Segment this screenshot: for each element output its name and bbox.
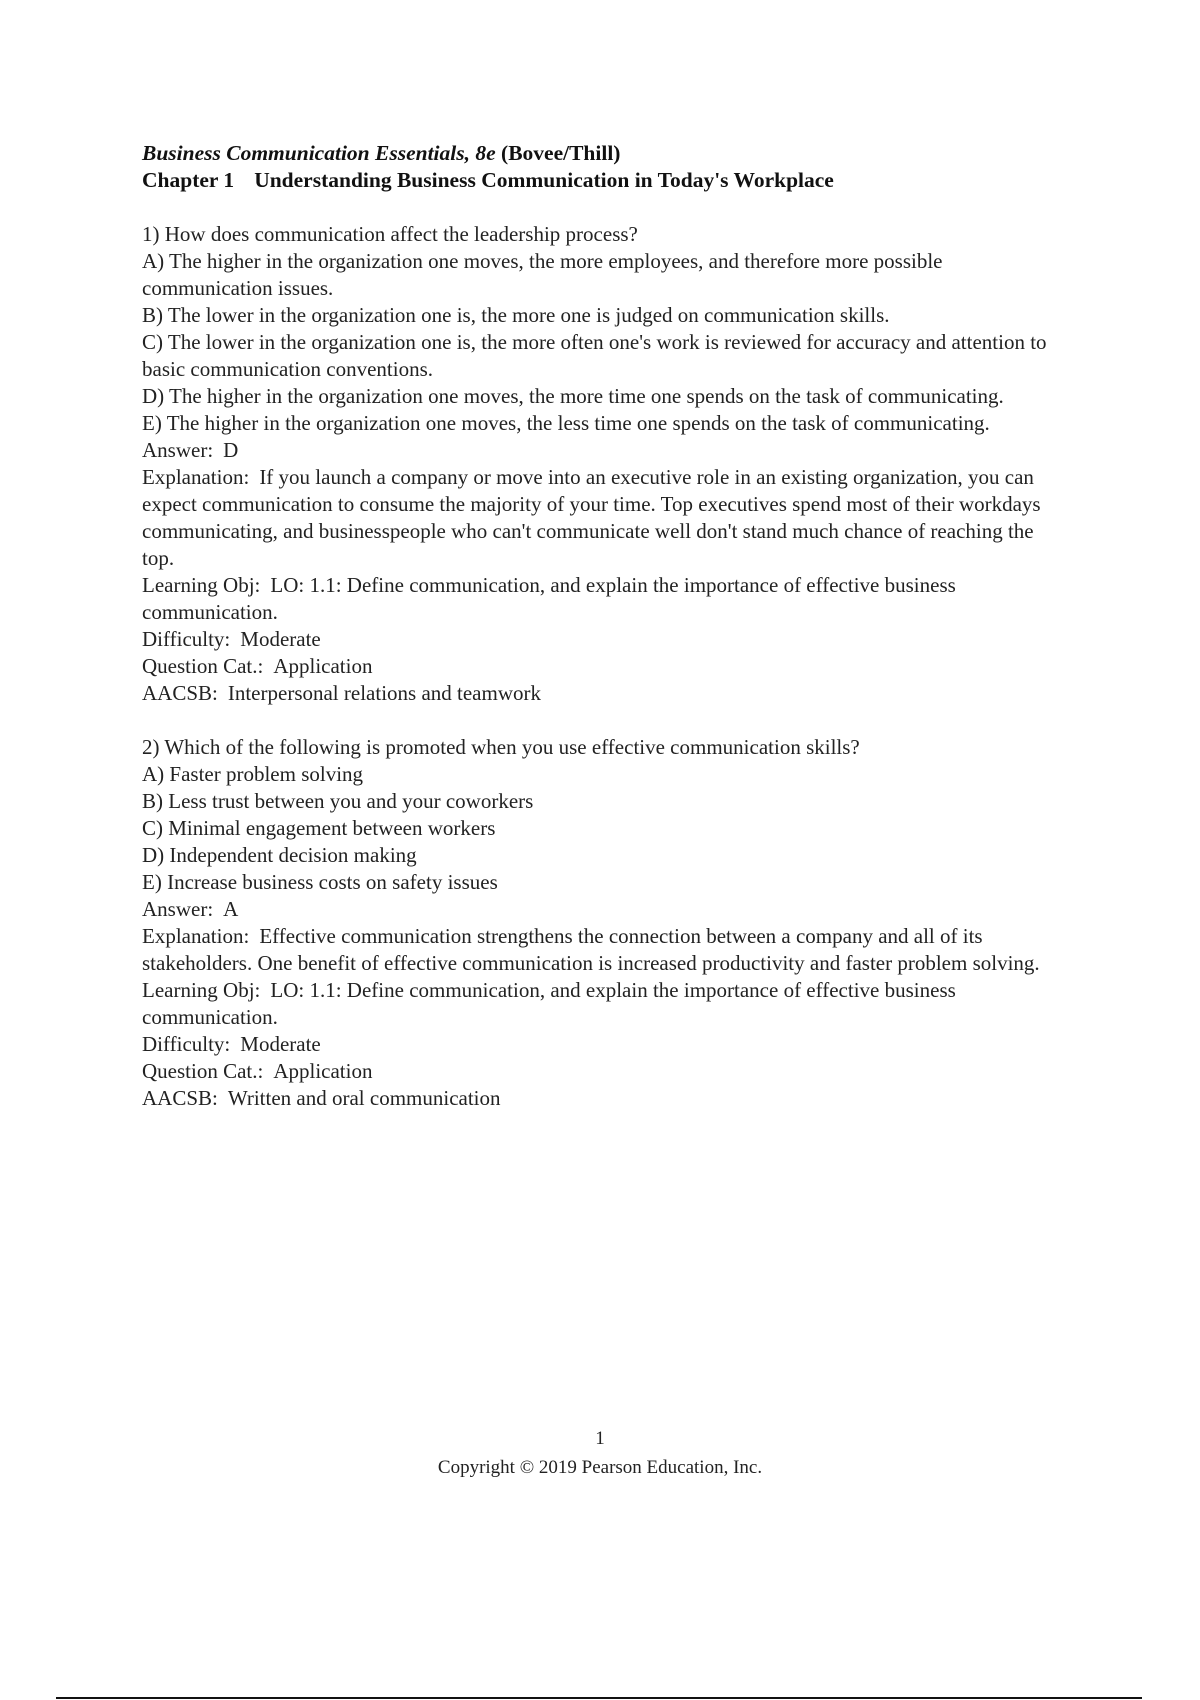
answer-value: A xyxy=(223,897,239,921)
answer-value: D xyxy=(223,438,239,462)
difficulty-row xyxy=(142,1031,1062,1058)
answer-option-a: A) The higher in the organization one moves, the more employees, and therefore more possible communication issues. xyxy=(142,249,943,300)
chapter-header xyxy=(142,167,1062,194)
learning-obj-text: LO: 1.1: Define communication, and explain the importance of effective business communication. xyxy=(142,573,956,624)
bottom-divider xyxy=(56,1697,1142,1699)
answer-option-a: A) Faster problem solving xyxy=(142,762,364,786)
question-block xyxy=(142,734,1062,1112)
difficulty-row xyxy=(142,626,1062,653)
difficulty-label: Difficulty: xyxy=(142,627,231,651)
aacsb-label: AACSB: xyxy=(142,1086,218,1110)
aacsb-label: AACSB: xyxy=(142,681,218,705)
question-cat-label: Question Cat.: xyxy=(142,654,264,678)
aacsb-value: Written and oral communication xyxy=(227,1086,501,1110)
chapter-label: Chapter 1 xyxy=(142,168,235,192)
question-block xyxy=(142,221,1062,707)
question-cat-value: Application xyxy=(273,1059,373,1083)
answer-option-e: E) Increase business costs on safety issues xyxy=(142,870,498,894)
answer-option-d: D) Independent decision making xyxy=(142,843,417,867)
learning-obj-row xyxy=(142,977,1062,1031)
explanation-text: Effective communication strengthens the connection between a company and all of its stakeholders. One benefit of effective communication is increased productivity and faster problem solving. xyxy=(142,924,1040,975)
question-cat-label: Question Cat.: xyxy=(142,1059,264,1083)
aacsb-value: Interpersonal relations and teamwork xyxy=(227,681,541,705)
answer-row xyxy=(142,437,1062,464)
book-header xyxy=(142,140,1062,167)
answer-label: Answer: xyxy=(142,438,214,462)
book-authors: (Bovee/Thill) xyxy=(501,141,621,165)
explanation-text: If you launch a company or move into an executive role in an existing organization, you can expect communication to consume the majority of your time. Top executives spend most of their workdays communicating, and businesspeople who can't communicate well don't stand much chance of reaching the top. xyxy=(142,465,1041,570)
difficulty-label: Difficulty: xyxy=(142,1032,231,1056)
answer-option-c: C) The lower in the organization one is, the more often one's work is reviewed for accuracy and attention to basic communication conventions. xyxy=(142,330,1047,381)
aacsb-row xyxy=(142,1085,1062,1112)
learning-obj-row xyxy=(142,572,1062,626)
question-cat-row xyxy=(142,653,1062,680)
answer-label: Answer: xyxy=(142,897,214,921)
page-number: 1 xyxy=(595,1428,605,1449)
chapter-title: Understanding Business Communication in Today's Workplace xyxy=(254,168,834,192)
answer-row xyxy=(142,896,1062,923)
aacsb-row xyxy=(142,680,1062,707)
answer-option-b: B) Less trust between you and your coworkers xyxy=(142,789,534,813)
explanation-label: Explanation: xyxy=(142,924,250,948)
answer-option-b: B) The lower in the organization one is, the more one is judged on communication skills. xyxy=(142,303,890,327)
document-page xyxy=(142,140,1062,1112)
difficulty-value: Moderate xyxy=(240,1032,321,1056)
answer-option-c: C) Minimal engagement between workers xyxy=(142,816,496,840)
explanation-row xyxy=(142,923,1062,977)
answer-option-d: D) The higher in the organization one moves, the more time one spends on the task of communicating. xyxy=(142,384,1004,408)
question-stem: 1) How does communication affect the leadership process? xyxy=(142,222,638,246)
book-title: Business Communication Essentials, 8e xyxy=(142,141,496,165)
explanation-row xyxy=(142,464,1062,572)
question-cat-row xyxy=(142,1058,1062,1085)
explanation-label: Explanation: xyxy=(142,465,250,489)
learning-obj-label: Learning Obj: xyxy=(142,573,261,597)
learning-obj-text: LO: 1.1: Define communication, and explain the importance of effective business communication. xyxy=(142,978,956,1029)
question-stem: 2) Which of the following is promoted when you use effective communication skills? xyxy=(142,735,860,759)
copyright-notice: Copyright © 2019 Pearson Education, Inc. xyxy=(437,1457,763,1478)
learning-obj-label: Learning Obj: xyxy=(142,978,261,1002)
answer-option-e: E) The higher in the organization one moves, the less time one spends on the task of communicating. xyxy=(142,411,990,435)
question-cat-value: Application xyxy=(273,654,373,678)
difficulty-value: Moderate xyxy=(240,627,321,651)
